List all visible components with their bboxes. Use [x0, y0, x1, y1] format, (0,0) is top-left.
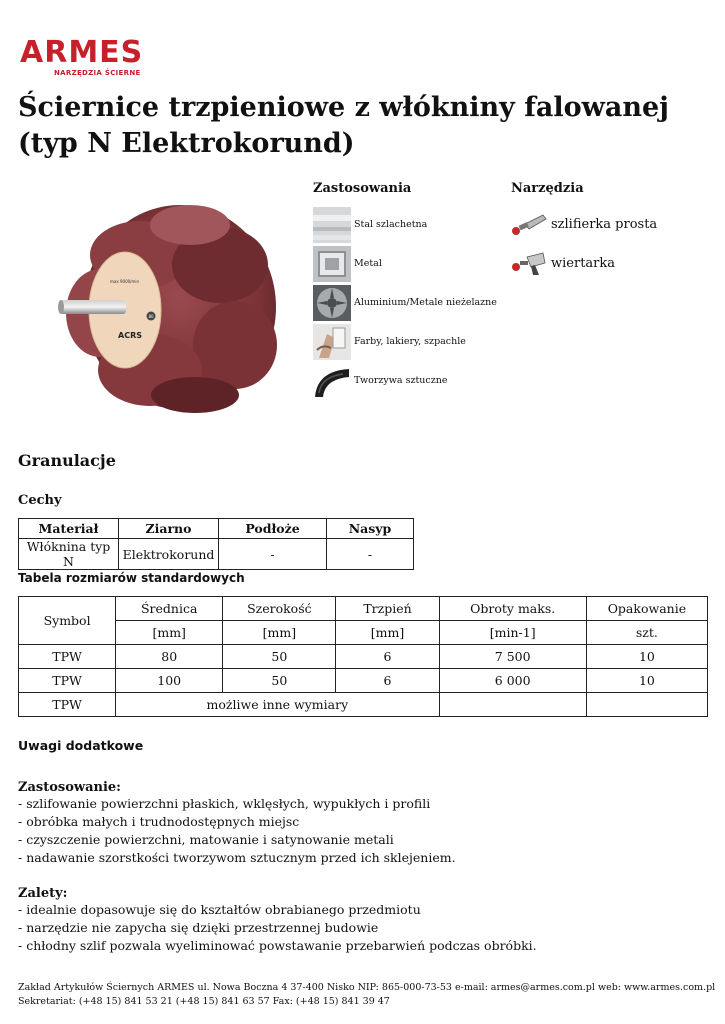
table-cell: 7 500: [439, 645, 586, 669]
features-col-header: Nasyp: [327, 519, 414, 539]
features-cell: Włóknina typ N: [19, 539, 119, 570]
table-cell: [586, 693, 707, 717]
sizes-col-header: Obroty maks.: [439, 597, 586, 621]
features-cell: -: [327, 539, 414, 570]
sizes-header-row: [19, 597, 708, 621]
table-cell: 6: [336, 645, 439, 669]
application-item: [313, 207, 513, 243]
advantages-line: - idealnie dopasowuje się do kształtów obrabianego przedmiotu: [18, 902, 421, 917]
granulation-heading: Granulacje: [18, 451, 116, 470]
sizes-unit: szt.: [586, 621, 707, 645]
table-cell: TPW: [19, 645, 116, 669]
sizes-table: [18, 596, 708, 717]
usage-line: - szlifowanie powierzchni płaskich, wklęsłych, wypukłych i profili: [18, 796, 431, 811]
sizes-unit: [mm]: [336, 621, 439, 645]
logo-word: ARMES: [20, 35, 144, 70]
plastic-icon: [313, 363, 351, 399]
features-col-header: Ziarno: [119, 519, 219, 539]
paint-icon: [313, 324, 351, 360]
straight-grinder-icon: [511, 212, 547, 238]
features-col-header: Materiał: [19, 519, 119, 539]
features-col-header: Podłoże: [219, 519, 327, 539]
features-header-row: [19, 519, 414, 539]
table-cell: TPW: [19, 693, 116, 717]
table-cell: 100: [116, 669, 223, 693]
table-cell: 10: [586, 669, 707, 693]
hub-speed: max 9000/min: [110, 279, 140, 284]
stainless-steel-icon: [313, 207, 351, 243]
symbol-header: Symbol: [19, 597, 116, 645]
sizes-col-header: Średnica: [116, 597, 223, 621]
aluminium-wheel-icon: [313, 285, 351, 321]
application-item: [313, 324, 513, 360]
applications-heading: Zastosowania: [313, 181, 412, 196]
footer-address: Zakład Artykułów Ściernych ARMES ul. Nowa Boczna 4 37-400 Nisko NIP: 865-000-73-53 e-mail: armes@armes.com.pl web: www.armes.com.pl: [18, 982, 716, 993]
features-row: [19, 539, 414, 570]
application-label: Farby, lakiery, szpachle: [354, 336, 466, 347]
footer: [18, 981, 718, 1009]
sizes-table-heading: Tabela rozmiarów standardowych: [18, 571, 245, 585]
application-label: Metal: [354, 258, 382, 269]
application-item: [313, 363, 513, 399]
features-cell: -: [219, 539, 327, 570]
notes-heading: Uwagi dodatkowe: [18, 738, 144, 753]
usage-block: [18, 780, 718, 867]
sizes-units-row: [19, 621, 708, 645]
table-cell: 6 000: [439, 669, 586, 693]
table-cell: 10: [586, 645, 707, 669]
application-item: [313, 246, 513, 282]
tool-item: [511, 212, 711, 240]
page-title: Ściernice trzpieniowe z włókniny falowanej (typ N Elektrokorund): [18, 92, 669, 159]
table-cell: 50: [223, 669, 336, 693]
hub-brand: ACRS: [118, 331, 142, 340]
sizes-col-header: Opakowanie: [586, 597, 707, 621]
usage-line: - nadawanie szorstkości tworzywom sztucznym przed ich sklejeniem.: [18, 850, 456, 865]
logo-tagline: NARZĘDZIA ŚCIERNE: [54, 69, 141, 77]
drill-icon: [511, 251, 547, 277]
features-table: [18, 518, 414, 570]
product-image: [30, 195, 280, 420]
table-cell: [439, 693, 586, 717]
hub-size: 80: [148, 314, 154, 319]
sizes-unit: [mm]: [116, 621, 223, 645]
footer-phones: Sekretariat: (+48 15) 841 53 21 (+48 15) 841 63 57 Fax: (+48 15) 841 39 47: [18, 996, 390, 1007]
table-row: [19, 669, 708, 693]
advantages-title: Zalety:: [18, 886, 68, 901]
advantages-block: [18, 886, 718, 955]
metal-profile-icon: [313, 246, 351, 282]
table-cell: 6: [336, 669, 439, 693]
tool-label: wiertarka: [551, 256, 616, 271]
sizes-unit: [min-1]: [439, 621, 586, 645]
advantages-line: - chłodny szlif pozwala wyeliminować powstawanie przebarwień podczas obróbki.: [18, 938, 537, 953]
usage-line: - obróbka małych i trudnodostępnych miejsc: [18, 814, 300, 829]
table-row: [19, 693, 708, 717]
application-item: [313, 285, 513, 321]
tools-heading: Narzędzia: [511, 181, 584, 196]
usage-title: Zastosowanie:: [18, 780, 121, 795]
table-cell: TPW: [19, 669, 116, 693]
tool-label: szlifierka prosta: [551, 217, 658, 232]
advantages-line: - narzędzie nie zapycha się dzięki przestrzennej budowie: [18, 920, 379, 935]
table-row: [19, 645, 708, 669]
features-cell: Elektrokorund: [119, 539, 219, 570]
application-label: Aluminium/Metale nieżelazne: [354, 297, 497, 308]
application-label: Tworzywa sztuczne: [354, 375, 448, 386]
sizes-unit: [mm]: [223, 621, 336, 645]
features-heading: Cechy: [18, 493, 62, 508]
armes-logo: [20, 35, 160, 80]
other-sizes-note: możliwe inne wymiary: [116, 693, 439, 717]
tool-item: [511, 251, 711, 279]
table-cell: 50: [223, 645, 336, 669]
usage-line: - czyszczenie powierzchni, matowanie i satynowanie metali: [18, 832, 394, 847]
table-cell: 80: [116, 645, 223, 669]
sizes-col-header: Szerokość: [223, 597, 336, 621]
application-label: Stal szlachetna: [354, 219, 428, 230]
flap-wheel-illustration: [30, 195, 280, 420]
sizes-col-header: Trzpień: [336, 597, 439, 621]
